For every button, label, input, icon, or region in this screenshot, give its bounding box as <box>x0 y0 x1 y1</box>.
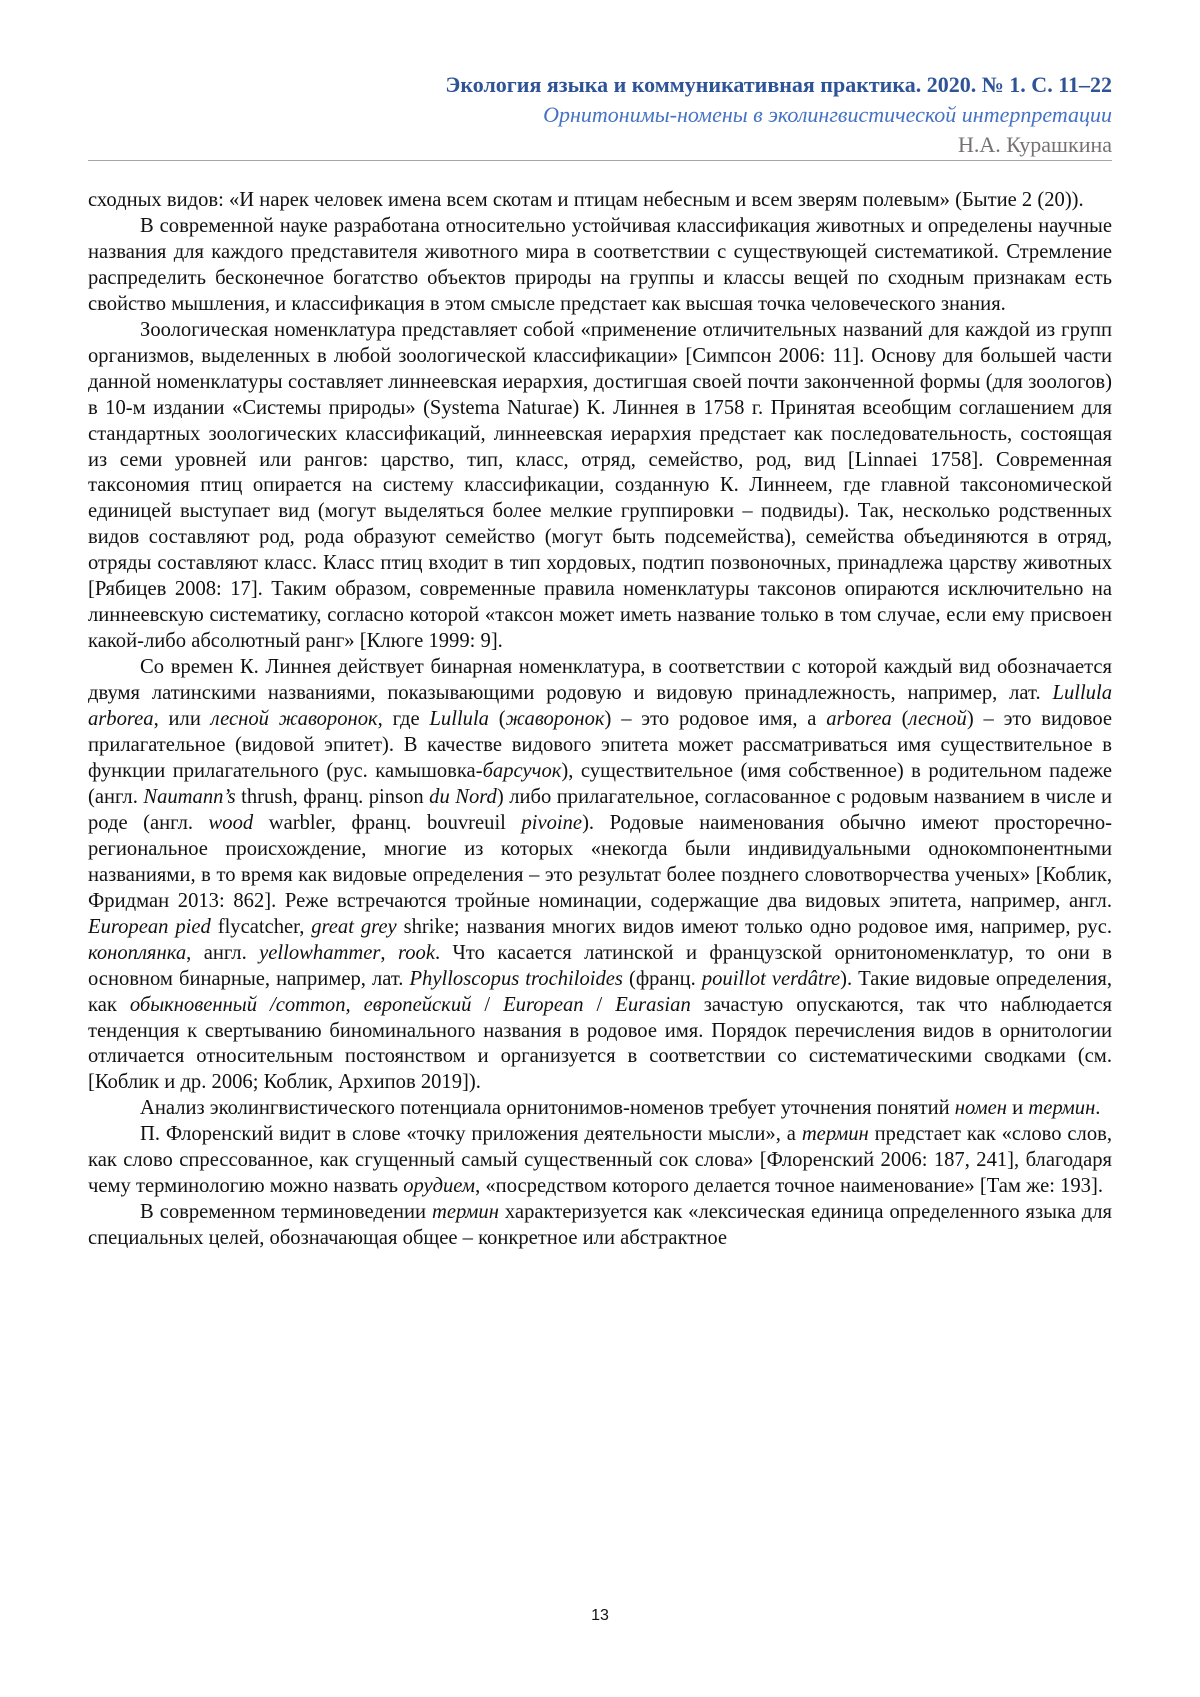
article-title: Орнитонимы-номены в эколингвистической интерпретации <box>543 102 1112 127</box>
text-run: shrike; названия многих видов имеют только одно родовое имя, например, рус. <box>396 915 1113 938</box>
italic-term: термин <box>1028 1097 1096 1120</box>
italic-term: орудием <box>403 1175 476 1198</box>
italic-term: номен <box>954 1097 1008 1120</box>
page-number: 13 <box>591 1607 609 1624</box>
italic-term: термин <box>432 1201 499 1224</box>
italic-term: great grey <box>311 915 397 938</box>
text-run: . <box>1095 1097 1101 1120</box>
text-run: , «посредством которого делается точное наименование» [Там же: 193]. <box>475 1175 1103 1198</box>
italic-term: барсучок <box>482 759 562 782</box>
italic-term: Naumann’s <box>143 785 236 808</box>
text-run: (франц. <box>622 967 702 990</box>
italic-term: yellowhammer <box>259 941 381 964</box>
text-run: Со времен К. Линнея действует бинарная номенклатура, в соответствии с которой каждый вид обозначается двумя латинскими названиями, показывающими родовую и видовую принадлежность, например, лат. <box>88 656 1112 705</box>
paragraph <box>88 318 1112 655</box>
text-run: ) – это родовое имя, а <box>604 708 827 731</box>
text-run: , где <box>377 708 430 731</box>
italic-term: pivoine <box>521 811 583 834</box>
text-run: ( <box>891 708 909 731</box>
text-run: и <box>1007 1097 1029 1120</box>
italic-term: обыкновенный /common, европейский <box>129 993 472 1016</box>
italic-term: лесной жаворонок <box>210 708 378 731</box>
paragraph <box>88 188 1112 214</box>
paragraph <box>88 1122 1112 1200</box>
text-run: ) – это видовое прилагательное (видовой эпитет). В качестве видового эпитета может рассматриваться имя существительное в функции прилагательного (рус. камышовка- <box>88 708 1113 782</box>
text-run: / <box>583 993 616 1016</box>
text-run: ), существительное (имя собственное) в родительном падеже (англ. <box>88 759 1112 808</box>
italic-term: Phylloscopus trochiloides <box>409 967 623 990</box>
italic-term: Lullula <box>429 708 489 731</box>
text-run: ). Родовые наименования обычно имеют просторечно-региональное происхождение, многие из которых «некогда были индивидуальными однокомпонентными названиями, в то время как видовые определения – это результат более позднего словотворчества ученых» [Коблик, Фридман 2013: 862]. Реже встречаются тройные номинации, содержащие два видовых эпитета, например, англ. <box>88 811 1113 912</box>
italic-term: rook <box>397 941 435 964</box>
text-run: Зоологическая номенклатура представляет собой «применение отличительных названий для каждой из групп организмов, выделенных в любой зоологической классификации» [Симпсон 2006: 11]. Основу для большей части данной номенклатуры составляет линнеевская иерархия, достигшая своей почти законченной формы (для зоологов) в 10-м издании «Системы природы» (Systema Naturae) К. Линнея в 1758 г. Принятая всеобщим соглашением для стандартных зоологических классификаций, линнеевская иерархия предстает как последовательность, состоящая из семи уровней или рангов: царство, тип, класс, отряд, семейство, род, вид [Linnaei 1758]. Современная таксономия птиц опирается на систему классификации, созданную К. Линнеем, где главной таксономической единицей выступает вид (могут выделяться более мелкие группировки – подвиды). Так, несколько родственных видов составляют род, рода образуют семейство (могут быть подсемейства), семейства объединяются в отряд, отряды составляют класс. Класс птиц входит в тип хордовых, подтип позвоночных, принадлежа царству животных [Рябицев 2008: 17]. Таким образом, современные правила номенклатуры таксонов опираются исключительно на линнеевскую систематику, согласно которой «таксон может иметь название только в том случае, если ему присвоен какой-либо абсолютный ранг» [Клюге 1999: 9]. <box>88 318 1112 653</box>
paragraph <box>88 1200 1112 1252</box>
italic-term: Lullula arborea <box>88 682 1112 731</box>
text-run: В современном терминоведении <box>140 1201 432 1224</box>
italic-term: wood <box>208 811 254 834</box>
text-run: , <box>380 941 398 964</box>
text-run: / <box>471 993 504 1016</box>
text-run: зачастую опускаются, так что наблюдается тенденция к свертыванию биноминального названия в родовое имя. Порядок перечисления видов в орнитологии отличается относительным постоянством и организуется в соответствии со систематическими сводками (см. [Коблик и др. 2006; Коблик, Архипов 2019]). <box>88 993 1112 1094</box>
paragraph <box>88 214 1112 318</box>
text-run: , англ. <box>186 941 260 964</box>
text-run: warbler, франц. bouvreuil <box>253 811 522 834</box>
text-run: П. Флоренский видит в слове «точку приложения деятельности мысли», а <box>140 1123 802 1146</box>
article-body <box>88 188 1112 1252</box>
text-run: ( <box>488 708 506 731</box>
italic-term: European pied <box>88 915 211 938</box>
italic-term: European <box>503 993 584 1016</box>
italic-term: pouillot verdâtre <box>701 967 841 990</box>
text-run: , или <box>153 708 211 731</box>
running-header <box>88 70 1112 160</box>
paragraph <box>88 1096 1112 1122</box>
text-run: сходных видов: «И нарек человек имена всем скотам и птицам небесным и всем зверям полевым» (Бытие 2 (20)). <box>88 189 1084 211</box>
text-run: flycatcher, <box>210 915 312 938</box>
italic-term: жаворонок <box>505 708 605 731</box>
text-run: предстает как «слово слов, как слово спрессованное, как сгущенный самый существенный сок слова» [Флоренский 2006: 187, 241], благодаря чему терминологию можно назвать <box>88 1123 1112 1198</box>
italic-term: коноплянка <box>88 941 187 964</box>
text-run: thrush, франц. pinson <box>235 785 430 808</box>
italic-term: Eurasian <box>615 993 691 1016</box>
author-name: Н.А. Курашкина <box>958 132 1112 157</box>
text-run: В современной науке разработана относительно устойчивая классификация животных и определены научные названия для каждого представителя животного мира в соответствии с существующей систематикой. Стремление распределить бесконечное богатство объектов природы на группы и классы вещей по сходным признакам есть свойство мышления, и классификация в этом смысле предстает как высшая точка человеческого знания. <box>88 214 1112 315</box>
italic-term: arborea <box>826 708 892 731</box>
italic-term: du Nord <box>429 785 497 808</box>
journal-citation: Экология языка и коммуникативная практика. 2020. № 1. С. 11–22 <box>445 72 1112 97</box>
header-divider <box>88 160 1112 161</box>
italic-term: термин <box>801 1123 869 1146</box>
text-run: . Что касается латинской и французской орнитономенклатур, то они в основном бинарные, например, лат. <box>88 941 1113 990</box>
text-run: Анализ эколингвистического потенциала орнитонимов-номенов требует уточнения понятий <box>140 1097 955 1120</box>
text-run: ). Такие видовые определения, как <box>88 967 1112 1016</box>
text-run: характеризуется как «лексическая единица определенного языка для специальных целей, обозначающая общее – конкретное или абстрактное <box>88 1201 1112 1250</box>
text-run: ) либо прилагательное, согласованное с родовым названием в числе и роде (англ. <box>88 785 1112 834</box>
italic-term: лесной <box>908 708 967 731</box>
paragraph <box>88 655 1112 1096</box>
